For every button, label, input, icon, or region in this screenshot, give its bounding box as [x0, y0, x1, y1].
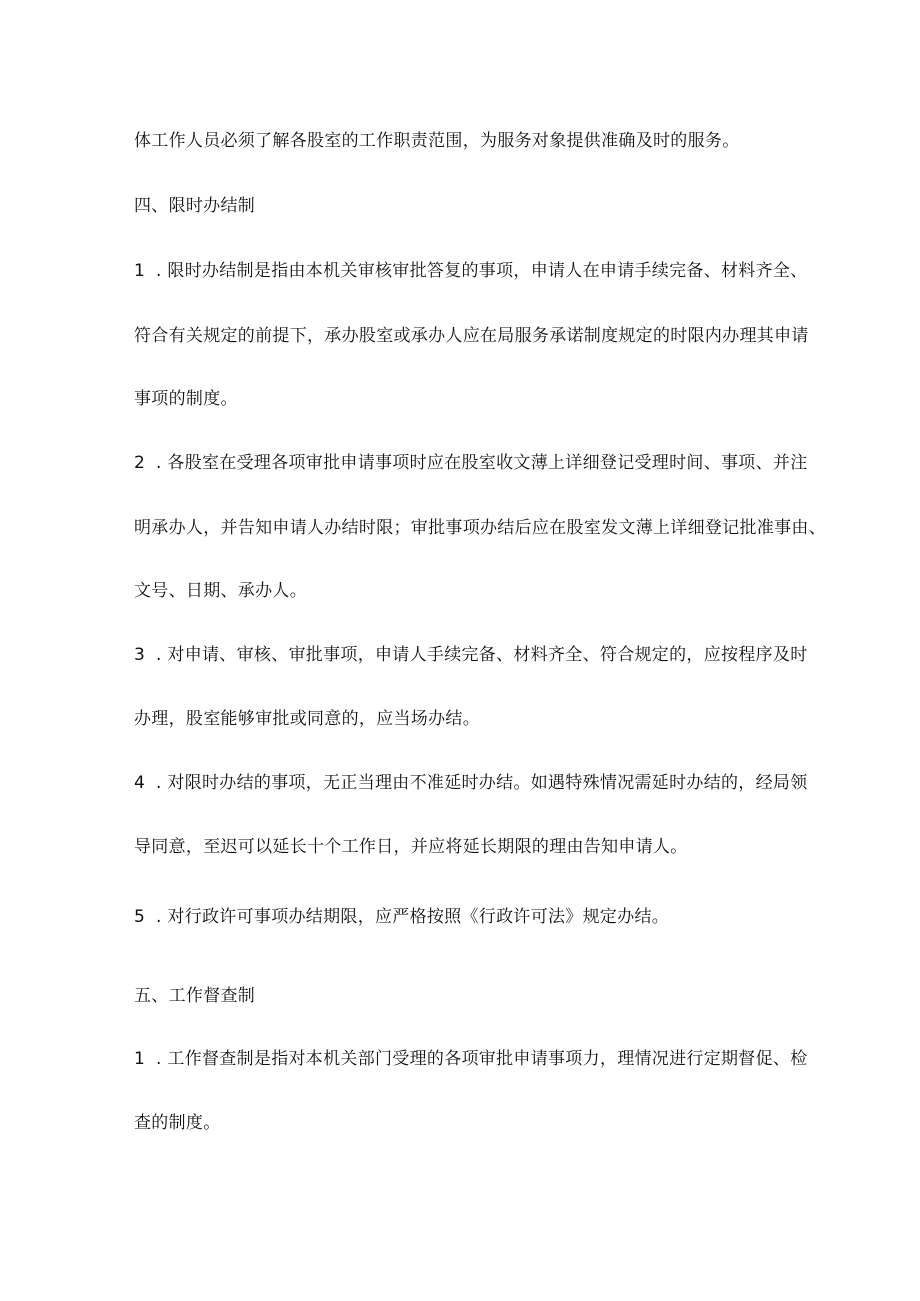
item-number: 3 [134, 645, 146, 665]
paragraph-line [134, 325, 814, 347]
paragraph-line [134, 517, 826, 539]
line-text: 事项的制度。 [134, 389, 238, 409]
item-number: 2 [134, 453, 146, 473]
item-number: 4 [134, 773, 146, 793]
item-number: 5 [134, 907, 146, 927]
section-heading [134, 195, 814, 217]
line-text: . 对行政许可事项办结期限，应严格按照《行政许可法》规定办结。 [156, 907, 670, 927]
line-text: 办理，股室能够审批或同意的，应当场办结。 [134, 709, 480, 729]
list-item-line [134, 260, 814, 282]
list-item-line [134, 1048, 814, 1070]
line-text: . 对限时办结的事项，无正当理由不准延时办结。如遇特殊情况需延时办结的，经局领 [156, 773, 808, 793]
paragraph-line [134, 836, 814, 858]
list-item-line [134, 644, 814, 666]
paragraph-line [134, 1112, 814, 1134]
line-text: 查的制度。 [134, 1113, 221, 1133]
line-text: . 限时办结制是指由本机关审核审批答复的事项，申请人在申请手续完备、材料齐全、 [156, 261, 808, 281]
list-item-line [134, 452, 814, 474]
section-heading-text: 四、限时办结制 [134, 196, 256, 216]
line-text: . 各股室在受理各项审批申请事项时应在股室收文薄上详细登记受理时间、事项、并注 [156, 453, 808, 473]
item-number: 1 [134, 261, 146, 281]
section-heading [134, 985, 814, 1007]
line-text: . 工作督查制是指对本机关部门受理的各项审批申请事项力，理情况进行定期督促、检 [156, 1049, 808, 1069]
paragraph-line [134, 130, 814, 152]
list-item-line [134, 906, 814, 928]
line-text: 符合有关规定的前提下，承办股室或承办人应在局服务承诺制度规定的时限内办理其申请 [134, 326, 809, 346]
line-text: 导同意，至迟可以延长十个工作日，并应将延长期限的理由告知申请人。 [134, 837, 688, 857]
list-item-line [134, 772, 814, 794]
line-text: 明承办人，并告知申请人办结时限；审批事项办结后应在股室发文薄上详细登记批准事由、 [134, 518, 826, 538]
item-number: 1 [134, 1049, 146, 1069]
section-heading-text: 五、工作督查制 [134, 986, 256, 1006]
paragraph-line [134, 708, 814, 730]
line-text: 体工作人员必须了解各股室的工作职责范围，为服务对象提供准确及时的服务。 [134, 131, 740, 151]
paragraph-line [134, 580, 814, 602]
line-text: . 对申请、审核、审批事项，申请人手续完备、材料齐全、符合规定的，应按程序及时 [156, 645, 808, 665]
line-text: 文号、日期、承办人。 [134, 581, 307, 601]
paragraph-line [134, 388, 814, 410]
